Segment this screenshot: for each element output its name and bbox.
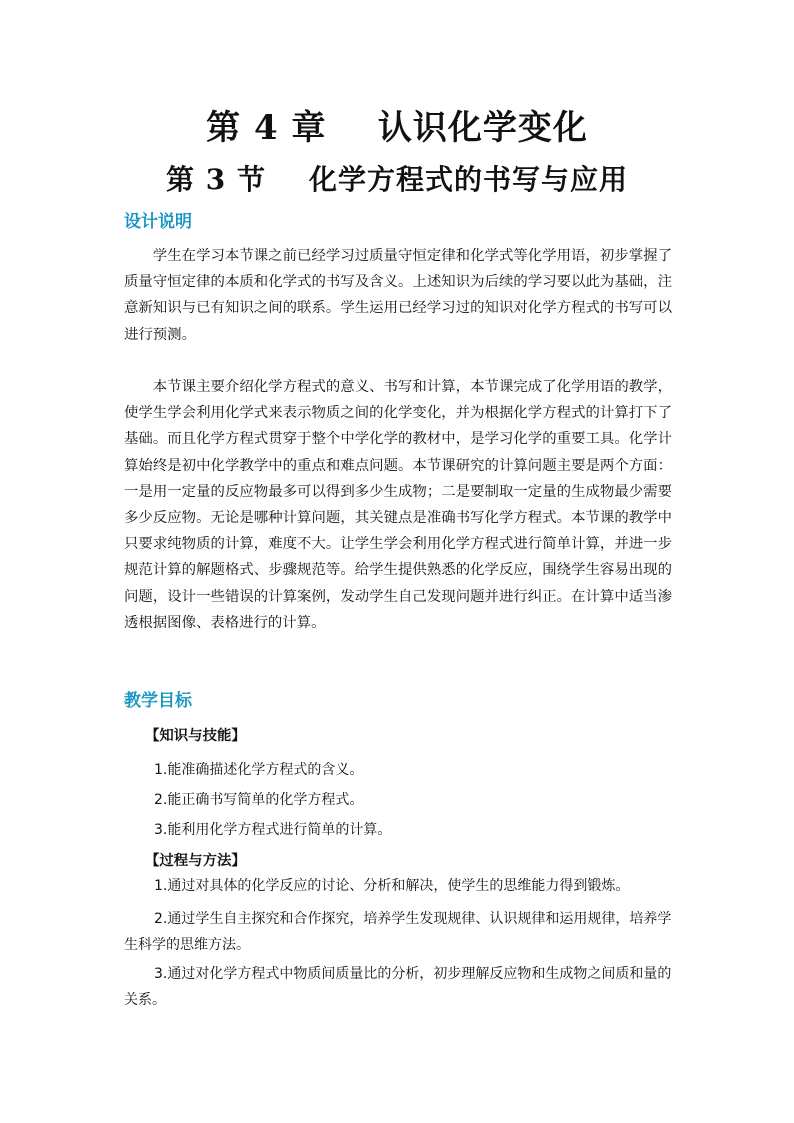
goals-heading: 教学目标: [124, 691, 192, 711]
knowledge-item-2: 2.能正确书写简单的化学方程式。: [154, 792, 364, 808]
knowledge-skills-label: 【知识与技能】: [145, 728, 246, 744]
knowledge-item-3: 3.能利用化学方程式进行简单的计算。: [154, 822, 392, 838]
design-heading: 设计说明: [124, 212, 192, 232]
design-paragraph-2: 本节课主要介绍化学方程式的意义、书写和计算，本节课完成了化学用语的教学，使学生学会利用化学式来表示物质之间的化学变化，并为根据化学方程式的计算打下了基础。而且化学方程式贯穿于整个中学化学的教材中，是学习化学的重要工具。化学计算始终是初中化学教学中的重点和难点问题。本节课研究的计算问题主要是两个方面：一是用一定量的反应物最多可以得到多少生成物；二是要制取一定量的生成物最少需要多少反应物。无论是哪种计算问题，其关键点是准确书写化学方程式。本节课的教学中只要求纯物质的计算，难度不大。让学生学会利用化学方程式进行简单计算，并进一步规范计算的解题格式、步骤规范等。给学生提供熟悉的化学反应，围绕学生容易出现的问题，设计一些错误的计算案例，发动学生自己发现问题并进行纠正。在计算中适当渗透根据图像、表格进行的计算。: [124, 379, 672, 631]
process-item-3: 3.通过对化学方程式中物质间质量比的分析，初步理解反应物和生成物之间质和量的关系。: [124, 966, 672, 1008]
process-item-1: 1.通过对具体的化学反应的讨论、分析和解决，使学生的思维能力得到锻炼。: [154, 878, 630, 894]
chapter-title: 第 4 章 认识化学变化: [206, 108, 588, 148]
knowledge-item-1: 1.能准确描述化学方程式的含义。: [154, 762, 364, 778]
section-title: 第 3 节 化学方程式的书写与应用: [166, 163, 628, 196]
design-paragraph-1: 学生在学习本节课之前已经学习过质量守恒定律和化学式等化学用语，初步掌握了质量守恒定律的本质和化学式的书写及含义。上述知识为后续的学习要以此为基础，注意新知识与已有知识之间的联系。学生运用已经学习过的知识对化学方程式的书写可以进行预测。: [124, 248, 672, 343]
process-methods-label: 【过程与方法】: [145, 853, 246, 869]
process-item-2: 2.通过学生自主探究和合作探究，培养学生发现规律、认识规律和运用规律，培养学生科学的思维方法。: [124, 911, 672, 953]
